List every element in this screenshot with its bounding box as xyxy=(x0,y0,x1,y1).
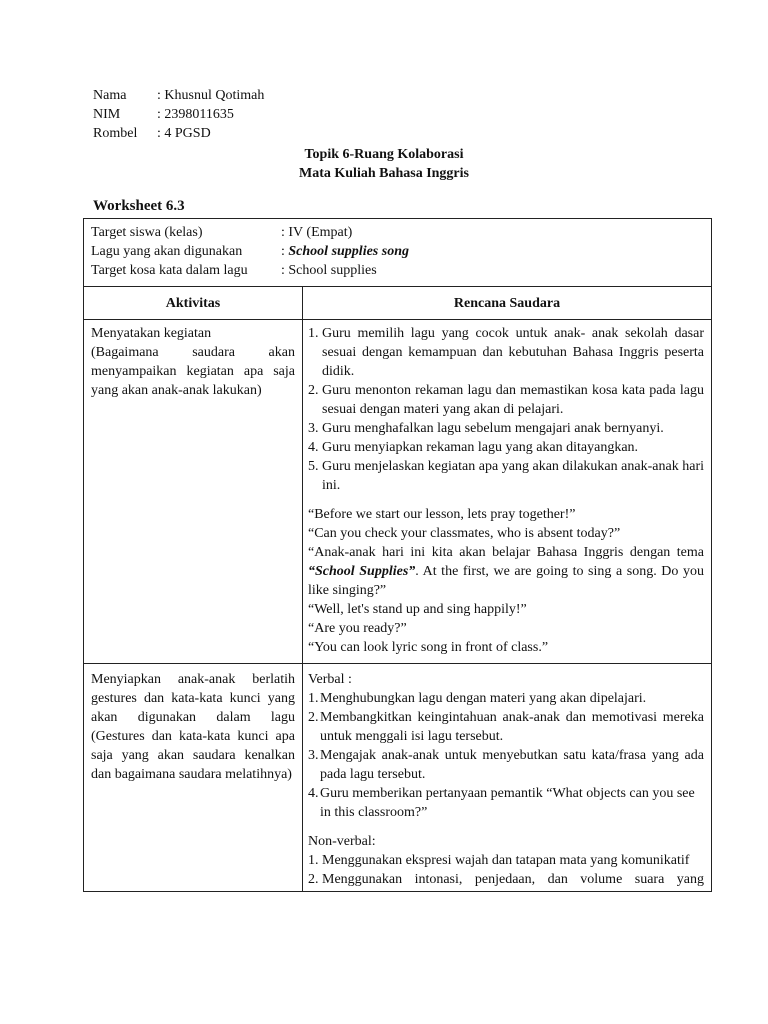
meta-prefix: : xyxy=(281,244,289,259)
student-identity xyxy=(93,86,264,143)
identity-value: : Khusnul Qotimah xyxy=(157,88,265,103)
list-item xyxy=(308,381,704,419)
activity-title: Menyatakan kegiatan xyxy=(91,326,212,341)
song-title: School supplies song xyxy=(288,244,409,259)
list-text: Membangkitkan keingintahuan anak-anak dan memotivasi mereka untuk menggali isi lagu tersebut. xyxy=(320,710,704,744)
dialogue-line: “You can look lyric song in front of class.” xyxy=(308,640,549,655)
activity-cell xyxy=(84,664,303,892)
meta-vocab xyxy=(91,261,704,280)
plan-cell xyxy=(303,320,712,664)
dialogue-line xyxy=(308,543,704,600)
identity-label: Nama xyxy=(93,88,127,103)
list-text: Menggunakan ekspresi wajah dan tatapan mata yang komunikatif xyxy=(322,853,690,868)
meta-target xyxy=(91,223,704,242)
list-item xyxy=(308,689,704,708)
identity-label: Rombel xyxy=(93,126,138,141)
list-text: Menggunakan intonasi, penjedaan, dan volume suara yang xyxy=(322,872,704,887)
list-text: Guru memilih lagu yang cocok untuk anak- anak sekolah dasar sesuai dengan kemampuan dan kebutuhan Bahasa Inggris peserta didik. xyxy=(322,326,704,379)
identity-value: : 2398011635 xyxy=(157,107,234,122)
meta-value xyxy=(281,242,409,261)
list-number: 1. xyxy=(308,691,319,706)
list-item xyxy=(308,784,704,822)
verbal-heading: Verbal : xyxy=(308,672,352,687)
teacher-dialogue xyxy=(308,505,704,657)
list-item xyxy=(308,457,704,495)
dialogue-line: “Can you check your classmates, who is absent today?” xyxy=(308,526,621,541)
dialogue-text: . At the first, we are going to sing a song. Do you like singing?” xyxy=(308,564,704,598)
table-header-row xyxy=(84,287,712,320)
list-item xyxy=(308,870,704,889)
worksheet-heading: Worksheet 6.3 xyxy=(93,198,185,214)
column-header-plan: Rencana Saudara xyxy=(303,287,712,320)
identity-row-nama xyxy=(93,86,264,105)
meta-value: : School supplies xyxy=(281,263,377,278)
table-row xyxy=(84,320,712,664)
list-number: 2. xyxy=(308,872,319,887)
list-item xyxy=(308,324,704,381)
list-text: Guru menghafalkan lagu sebelum mengajari anak bernyanyi. xyxy=(322,421,664,436)
dialogue-line: “Well, let's stand up and sing happily!” xyxy=(308,602,527,617)
list-number: 1. xyxy=(308,326,319,341)
document-title xyxy=(0,145,768,183)
list-text: Mengajak anak-anak untuk menyebutkan satu kata/frasa yang ada pada lagu tersebut. xyxy=(320,748,704,782)
nonverbal-heading: Non-verbal: xyxy=(308,834,376,849)
meta-label: Target kosa kata dalam lagu xyxy=(91,263,248,278)
plan-cell xyxy=(303,664,712,892)
meta-song xyxy=(91,242,704,261)
activity-description: Menyiapkan anak-anak berlatih gestures dan kata-kata kunci yang akan digunakan dalam lagu (Gestures dan kata-kata kunci apa saja yang akan saudara kenalkan dan bagaimana saudara melatihnya) xyxy=(91,672,295,782)
list-text: Guru menyiapkan rekaman lagu yang akan ditayangkan. xyxy=(322,440,639,455)
identity-row-rombel xyxy=(93,124,264,143)
identity-row-nim xyxy=(93,105,264,124)
list-item xyxy=(308,438,704,457)
list-item xyxy=(308,746,704,784)
verbal-list xyxy=(308,689,704,822)
dialogue-line: “Before we start our lesson, lets pray together!” xyxy=(308,507,576,522)
course-line: Mata Kuliah Bahasa Inggris xyxy=(299,166,469,181)
list-item xyxy=(308,708,704,746)
plan-list xyxy=(308,324,704,495)
list-number: 1. xyxy=(308,853,319,868)
list-item xyxy=(308,419,704,438)
identity-label: NIM xyxy=(93,107,121,122)
list-number: 4. xyxy=(308,440,319,455)
meta-label: Target siswa (kelas) xyxy=(91,225,203,240)
list-number: 5. xyxy=(308,459,319,474)
identity-value: : 4 PGSD xyxy=(157,126,211,141)
meta-value: : IV (Empat) xyxy=(281,225,353,240)
list-number: 2. xyxy=(308,383,319,398)
meta-row xyxy=(84,219,712,287)
theme-name: “School Supplies” xyxy=(308,564,416,579)
list-text: Guru menonton rekaman lagu dan memastikan kosa kata pada lagu sesuai dengan materi yang akan di pelajari. xyxy=(322,383,704,417)
list-text: Guru memberikan pertanyaan pemantik “What objects can you see in this classroom?” xyxy=(320,786,695,820)
worksheet-table xyxy=(83,218,712,892)
nonverbal-list xyxy=(308,851,704,889)
activity-description: (Bagaimana saudara akan menyampaikan kegiatan apa saja yang akan anak-anak lakukan) xyxy=(91,345,295,398)
list-text: Menghubungkan lagu dengan materi yang akan dipelajari. xyxy=(320,691,647,706)
list-item xyxy=(308,851,704,870)
meta-label: Lagu yang akan digunakan xyxy=(91,244,243,259)
activity-cell xyxy=(84,320,303,664)
list-number: 3. xyxy=(308,421,319,436)
topic-line: Topik 6-Ruang Kolaborasi xyxy=(304,147,464,162)
list-number: 3. xyxy=(308,748,319,763)
list-text: Guru menjelaskan kegiatan apa yang akan dilakukan anak-anak hari ini. xyxy=(322,459,704,493)
list-number: 4. xyxy=(308,786,319,801)
column-header-activity: Aktivitas xyxy=(84,287,303,320)
dialogue-line: “Are you ready?” xyxy=(308,621,407,636)
table-row xyxy=(84,664,712,892)
meta-cell xyxy=(84,219,712,287)
list-number: 2. xyxy=(308,710,319,725)
dialogue-text: “Anak-anak hari ini kita akan belajar Bahasa Inggris dengan tema xyxy=(308,545,704,560)
